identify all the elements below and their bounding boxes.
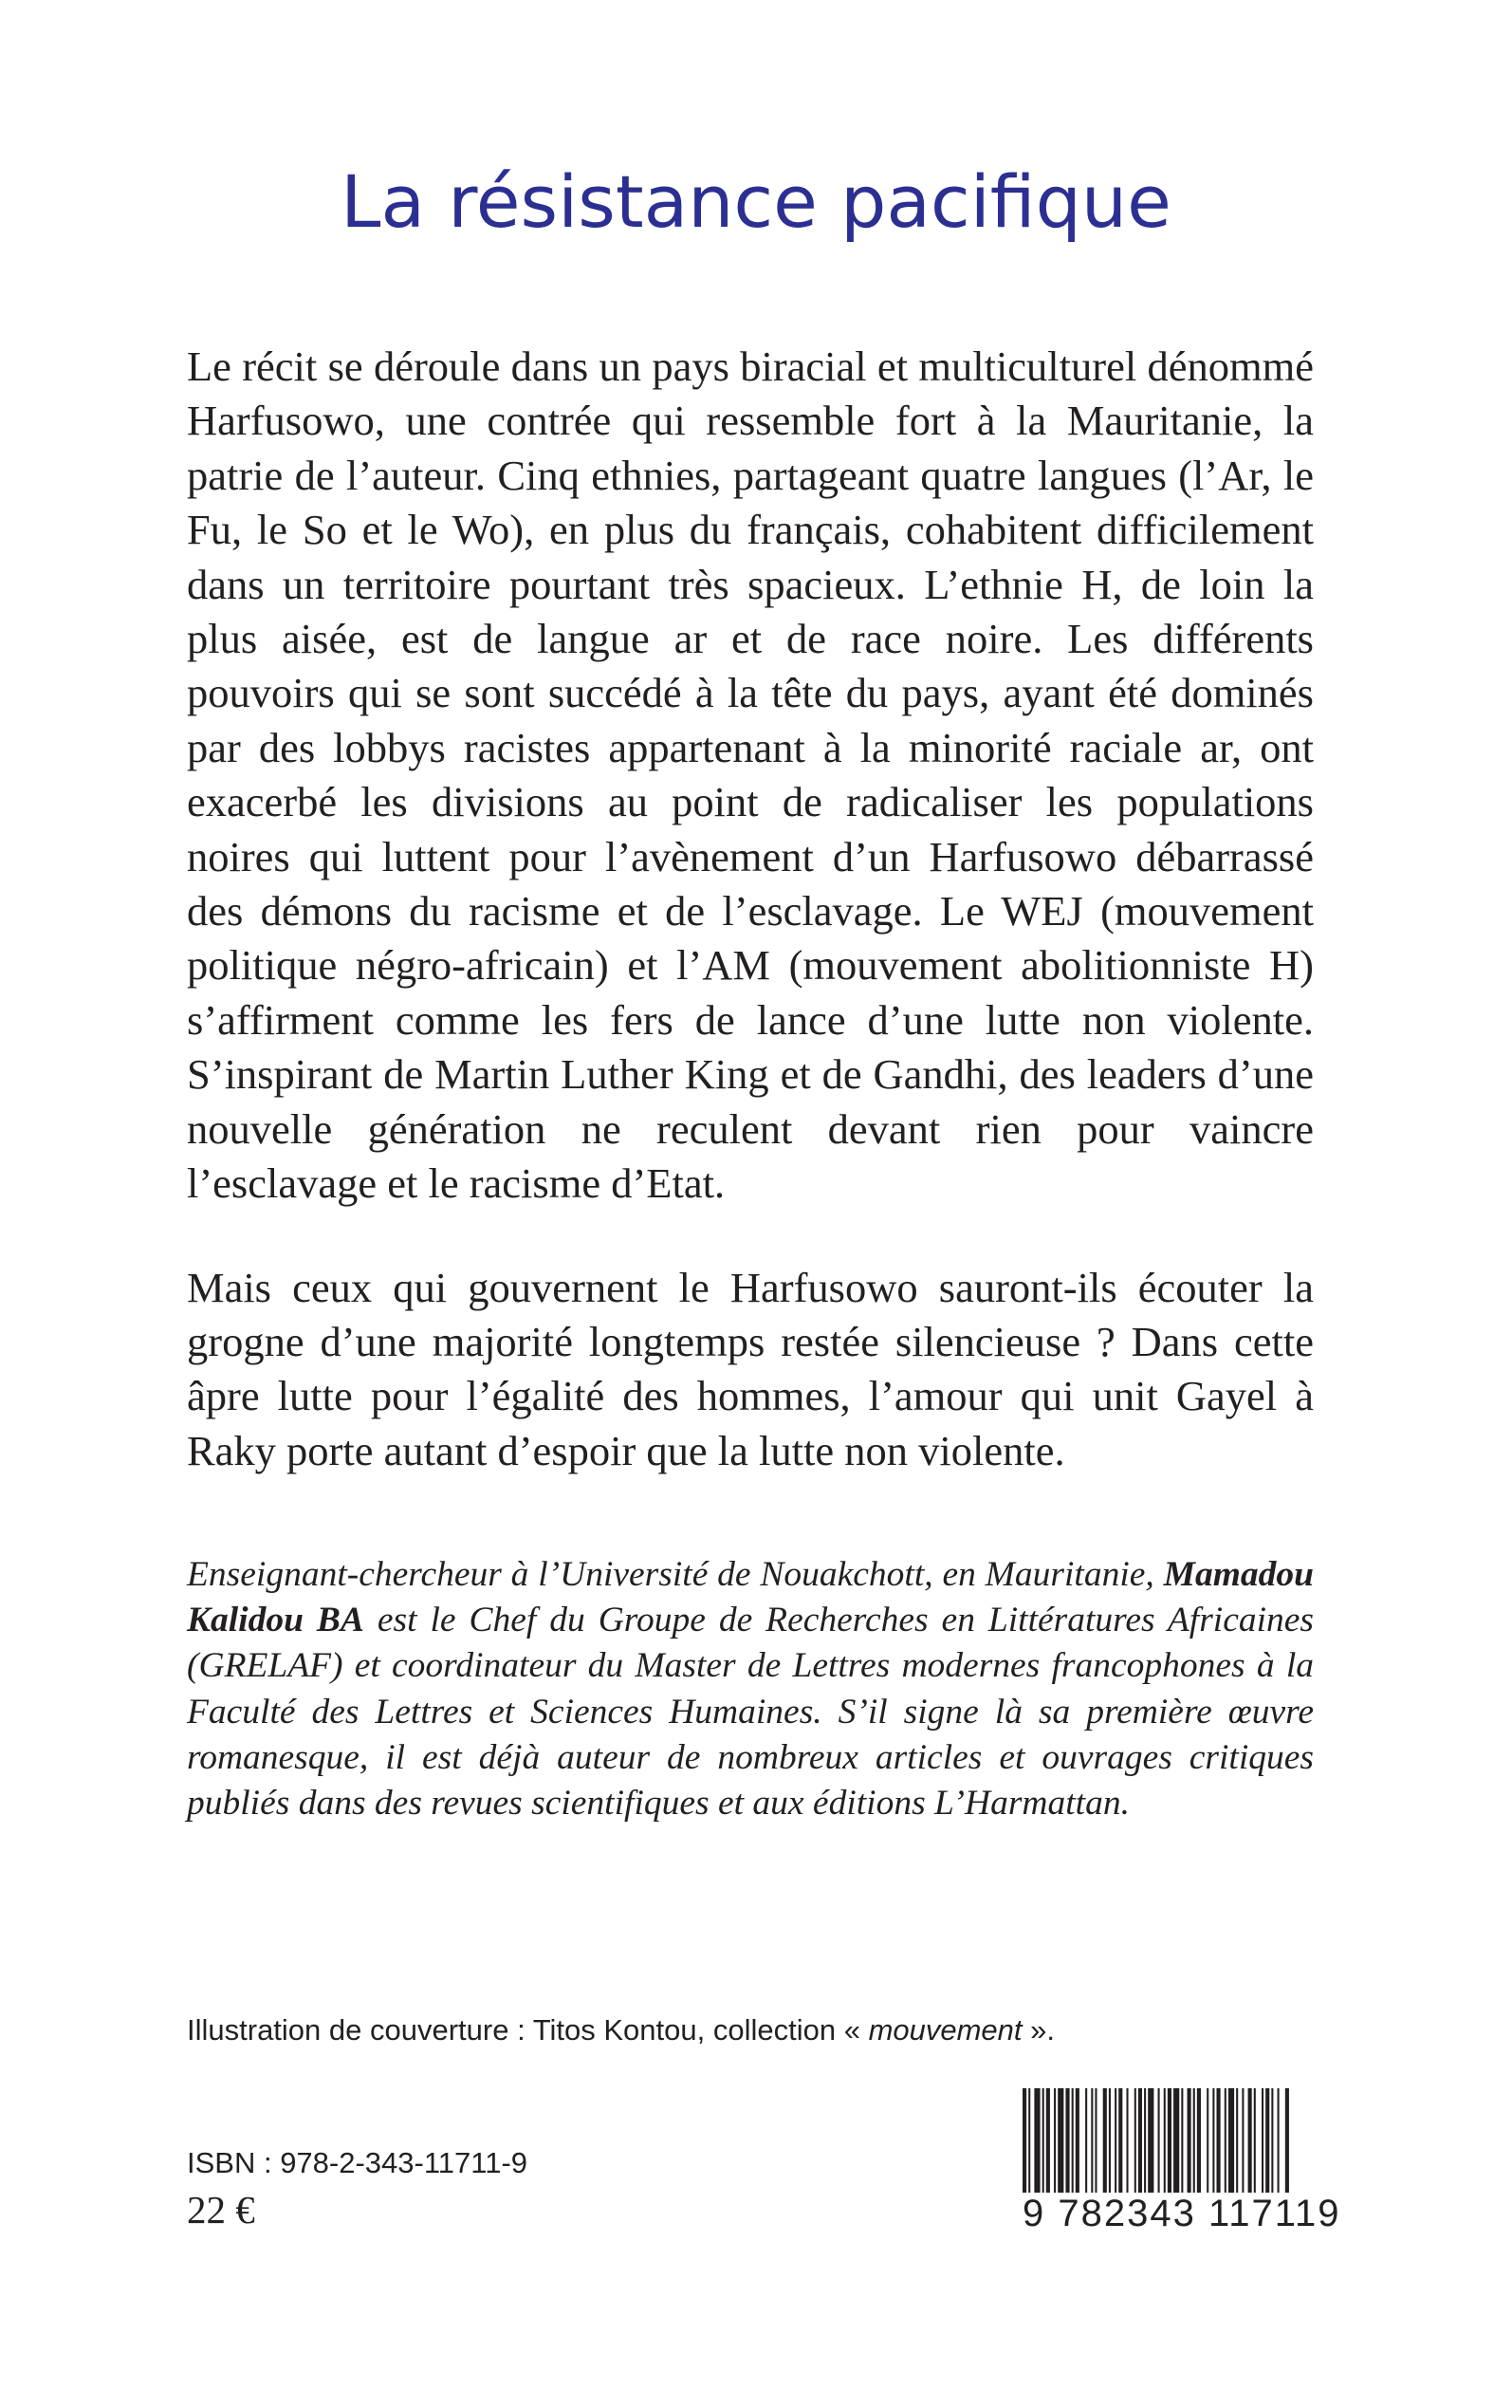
barcode-bar	[1042, 2088, 1044, 2193]
barcode-bar	[1138, 2088, 1142, 2193]
barcode-bar	[1028, 2088, 1030, 2193]
barcode-bar	[1188, 2088, 1191, 2193]
barcode-bar	[1065, 2088, 1069, 2193]
barcode-bar	[1076, 2088, 1079, 2193]
barcode-bar	[1054, 2088, 1056, 2193]
collection-name: mouvement	[868, 2013, 1023, 2047]
barcode-digits: 9 782343 117119	[1023, 2193, 1341, 2234]
barcode-bar	[1212, 2088, 1214, 2193]
barcode-bar	[1254, 2088, 1256, 2193]
barcode-bar	[1278, 2088, 1280, 2193]
book-title: La résistance pacifique	[341, 159, 1171, 244]
barcode-bar	[1158, 2088, 1160, 2193]
barcode-bar	[1173, 2088, 1179, 2193]
barcode-bar	[1181, 2088, 1183, 2193]
synopsis	[187, 340, 1314, 1478]
barcode-bar	[1242, 2088, 1244, 2193]
barcode-bars	[1023, 2088, 1291, 2193]
barcode-bar	[1095, 2088, 1097, 2193]
barcode-bar	[1023, 2088, 1026, 2193]
barcode-bar	[1046, 2088, 1050, 2193]
barcode-bar	[1118, 2088, 1122, 2193]
barcode-bar	[1085, 2088, 1087, 2193]
barcode-bar	[1164, 2088, 1166, 2193]
barcode-bar	[1228, 2088, 1234, 2193]
barcode-bar	[1285, 2088, 1289, 2193]
barcode-bar	[1103, 2088, 1107, 2193]
credit-suffix: ».	[1022, 2013, 1055, 2047]
synopsis-paragraph-1: Le récit se déroule dans un pays biracial et multiculturel dénommé Harfusowo, une contrée qui ressemble fort à la Mauritanie, la patrie de l’auteur. Cinq ethnies, partageant quatre langues (l’Ar, le Fu, le So et le Wo), en plus du français, cohabitent difficilement dans un territoire pourtant très spacieux. L’ethnie H, de loin la plus aisée, est de langue ar et de race noire. Les différents pouvoirs qui se sont succédé à la tête du pays, ayant été dominés par des lobbys racistes appartenant à la minorité raciale ar, ont exacerbé les divisions au point de radicaliser les populations noires qui luttent pour l’avènement d’un Harfusowo débarrassé des démons du racisme et de l’esclavage. Le WEJ (mouvement politique négro-africain) et l’AM (mouvement abolitionniste H) s’affirment comme les fers de lance d’une lutte non violente. S’inspirant de Martin Luther King et de Gandhi, des leaders d’une nouvelle génération ne reculent devant rien pour vaincre l’esclavage et le racisme d’Etat.	[187, 343, 1314, 1208]
barcode-bar	[1236, 2088, 1238, 2193]
barcode-bar	[1217, 2088, 1221, 2193]
price: 22 €	[187, 2188, 255, 2232]
isbn: ISBN : 978-2-343-11711-9	[187, 2146, 528, 2179]
barcode-bar	[1109, 2088, 1111, 2193]
author-bio-intro: Enseignant-chercheur à l’Université de Nouakchott, en Mauritanie,	[187, 1555, 1164, 1594]
barcode-bar	[1193, 2088, 1195, 2193]
barcode-bar	[1168, 2088, 1171, 2193]
barcode-bar	[1265, 2088, 1269, 2193]
author-name: Mamadou Kalidou BA	[187, 1555, 1314, 1640]
barcode-bar	[1134, 2088, 1136, 2193]
synopsis-paragraph-2: Mais ceux qui gouvernent le Harfusowo sauront-ils écouter la grogne d’une majorité longtemps restée silencieuse ? Dans cette âpre lutte pour l’égalité des hommes, l’amour qui unit Gayel à Raky porte autant d’espoir que la lutte non violente.	[187, 1263, 1314, 1474]
barcode-bar	[1115, 2088, 1116, 2193]
barcode-bar	[1207, 2088, 1208, 2193]
barcode-bar	[1262, 2088, 1263, 2193]
barcode-bar	[1225, 2088, 1226, 2193]
barcode-bar	[1271, 2088, 1273, 2193]
barcode-bar	[1034, 2088, 1040, 2193]
barcode-bar	[1058, 2088, 1063, 2193]
barcode-bar	[1148, 2088, 1153, 2193]
barcode-bar	[1197, 2088, 1201, 2193]
author-bio	[187, 1552, 1314, 1826]
barcode-bar	[1144, 2088, 1146, 2193]
author-bio-rest: est le Chef du Groupe de Recherches en Littératures Africaines (GRELAF) et coordinateur du Master de Lettres modernes francophones à la Faculté des Lettres et Sciences Humaines. S’il signe là sa première œuvre romanesque, il est déjà auteur de nombreux articles et ouvrages critiques publiés dans des revues scientifiques et aux éditions L’Harmattan.	[187, 1601, 1315, 1824]
barcode-bar	[1072, 2088, 1074, 2193]
barcode-bar	[1126, 2088, 1128, 2193]
cover-illustration-credit	[187, 2011, 1325, 2049]
barcode-bar	[1091, 2088, 1093, 2193]
credit-prefix: Illustration de couverture : Titos Kontou, collection «	[187, 2013, 869, 2047]
barcode-bar	[1248, 2088, 1252, 2193]
